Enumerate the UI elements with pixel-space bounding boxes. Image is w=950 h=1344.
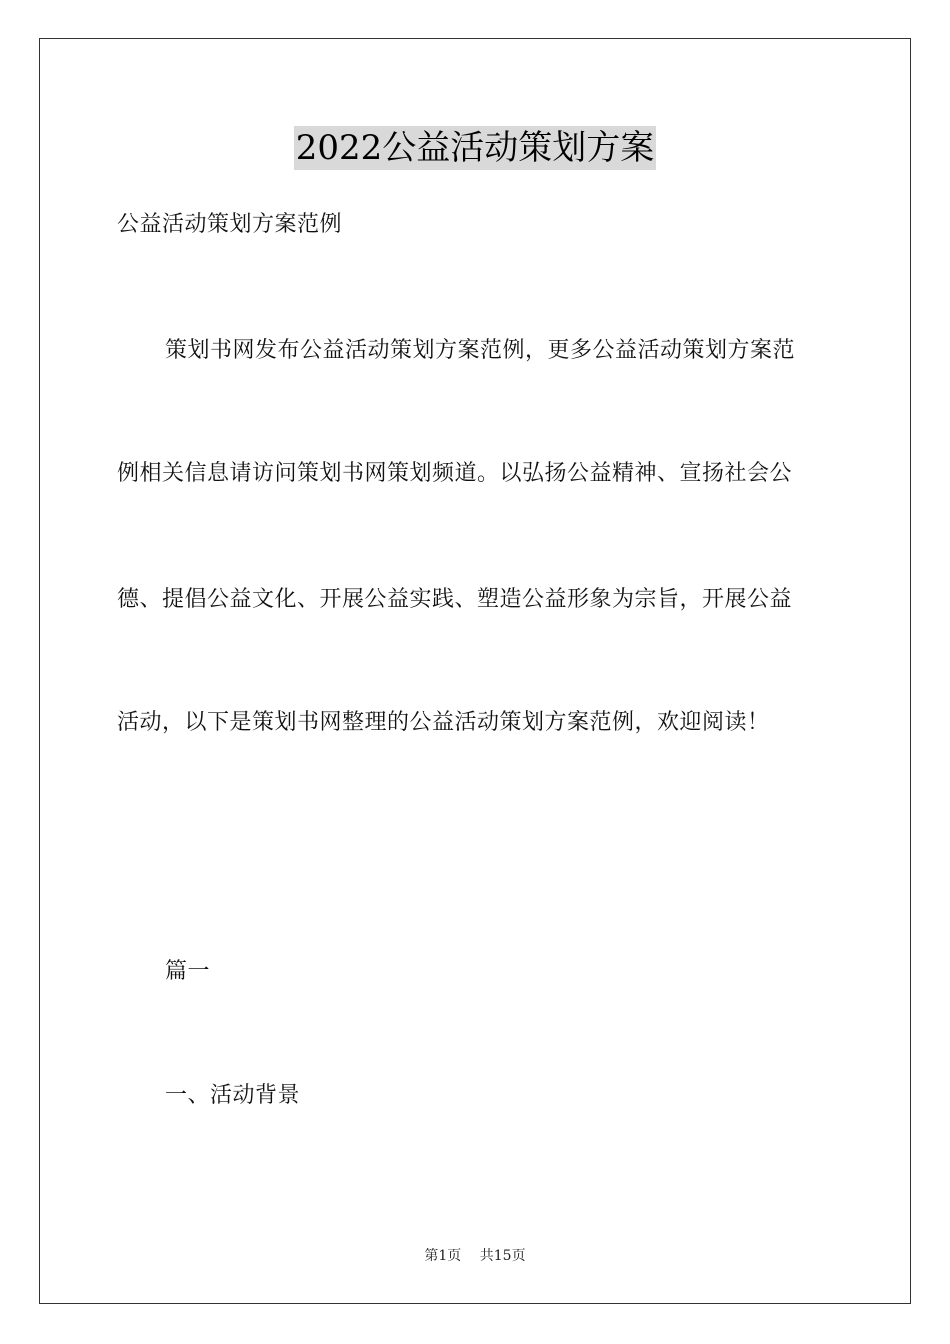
intro-line-1: 策划书网发布公益活动策划方案范例，更多公益活动策划方案范	[165, 338, 796, 363]
intro-line-3: 德、提倡公益文化、开展公益实践、塑造公益形象为宗旨，开展公益	[117, 587, 793, 612]
page-footer	[0, 1246, 950, 1266]
page-number: 第1页	[424, 1248, 462, 1264]
title-container	[0, 126, 950, 170]
document-title: 2022公益活动策划方案	[295, 128, 655, 168]
section-heading: 一、活动背景	[165, 1083, 301, 1108]
section-label: 篇一	[165, 959, 211, 984]
page-total: 共15页	[479, 1248, 526, 1264]
intro-line-2: 例相关信息请访问策划书网策划频道。以弘扬公益精神、宣扬社会公	[117, 461, 793, 486]
intro-line-4: 活动，以下是策划书网整理的公益活动策划方案范例，欢迎阅读！	[117, 710, 770, 735]
document-subtitle: 公益活动策划方案范例	[117, 212, 343, 237]
